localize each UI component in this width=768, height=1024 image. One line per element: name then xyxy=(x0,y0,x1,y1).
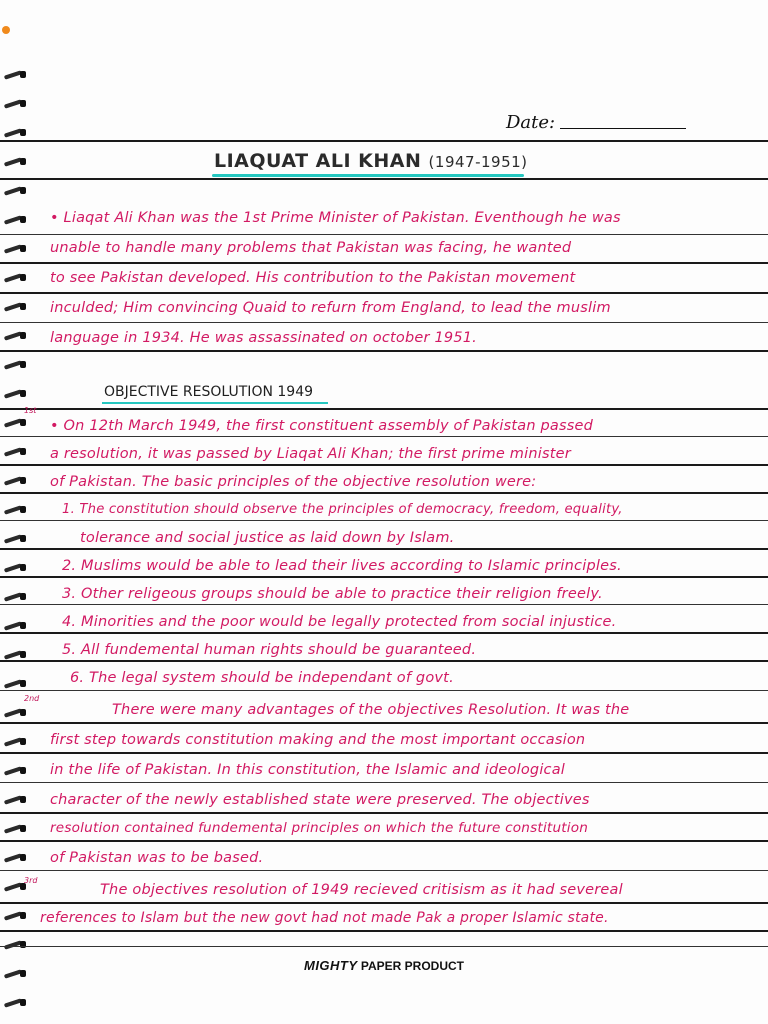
criticism-line-2: references to Islam but the new govt had not made Pak a proper Islamic state. xyxy=(40,910,609,926)
ruled-line xyxy=(0,604,768,605)
ruled-line xyxy=(0,690,768,691)
ruled-line xyxy=(0,464,768,466)
spiral-ring xyxy=(4,273,26,283)
spiral-ring xyxy=(4,534,26,544)
ruled-line xyxy=(0,492,768,494)
spiral-ring xyxy=(4,244,26,254)
spiral-ring xyxy=(4,824,26,834)
advantages-line-5: resolution contained fundemental principles on which the future constitution xyxy=(50,820,589,836)
section-heading: OBJECTIVE RESOLUTION 1949 xyxy=(104,384,314,400)
ruled-line xyxy=(0,262,768,264)
spiral-ring xyxy=(4,998,26,1008)
spiral-ring xyxy=(4,215,26,225)
principle-1-cont: tolerance and social justice as laid down by Islam. xyxy=(80,530,455,546)
ruled-line xyxy=(0,660,768,662)
advantages-line-2: first step towards constitution making and the most important occasion xyxy=(50,732,586,748)
ruled-line xyxy=(0,576,768,578)
intro-line-2: unable to handle many problems that Pakistan was facing, he wanted xyxy=(50,240,572,256)
spiral-ring xyxy=(4,447,26,457)
spiral-ring xyxy=(4,621,26,631)
ruled-line xyxy=(0,292,768,294)
advantages-line-3: in the life of Pakistan. In this constitution, the Islamic and ideological xyxy=(50,762,566,778)
advantages-line-1: There were many advantages of the objectives Resolution. It was the xyxy=(112,702,630,718)
spiral-ring xyxy=(4,940,26,950)
ruled-line xyxy=(0,178,768,180)
ruled-line xyxy=(0,548,768,550)
ruled-line xyxy=(0,632,768,634)
spiral-ring xyxy=(4,563,26,573)
ruled-line xyxy=(0,520,768,521)
date-line xyxy=(560,128,686,129)
ruled-line xyxy=(0,782,768,783)
spiral-ring xyxy=(4,650,26,660)
section-line-2: a resolution, it was passed by Liaqat Ali Khan; the first prime minister xyxy=(50,446,571,462)
title-main: LIAQUAT ALI KHAN xyxy=(214,150,422,172)
section-heading-highlight xyxy=(102,402,328,404)
title-highlight xyxy=(212,174,524,177)
footer-brand-name: MIGHTY xyxy=(303,958,358,973)
footer-brand-text: PAPER PRODUCT xyxy=(360,959,465,973)
spiral-ring xyxy=(4,853,26,863)
ruled-line xyxy=(0,722,768,724)
ruled-line xyxy=(0,840,768,842)
title-years: (1947-1951) xyxy=(428,153,528,171)
spiral-ring xyxy=(4,708,26,718)
spiral-ring xyxy=(4,389,26,399)
spiral-ring xyxy=(4,302,26,312)
ruled-line xyxy=(0,946,768,947)
spiral-ring xyxy=(4,99,26,109)
margin-note-3: 3rd xyxy=(24,876,38,885)
date-label: Date: xyxy=(506,112,556,133)
footer-brand xyxy=(0,958,768,973)
spiral-ring xyxy=(4,157,26,167)
ruled-line xyxy=(0,234,768,235)
ruled-line xyxy=(0,140,768,142)
spiral-ring xyxy=(4,679,26,689)
spiral-ring xyxy=(4,418,26,428)
ruled-line xyxy=(0,350,768,352)
section-line-1: • On 12th March 1949, the first constituent assembly of Pakistan passed xyxy=(50,418,594,434)
spiral-ring xyxy=(4,360,26,370)
principle-2: 2. Muslims would be able to lead their lives according to Islamic principles. xyxy=(62,558,622,574)
principle-4: 4. Minorities and the poor would be legally protected from social injustice. xyxy=(62,614,617,630)
ruled-line xyxy=(0,930,768,932)
spiral-ring xyxy=(4,476,26,486)
ruled-line xyxy=(0,408,768,410)
spiral-ring xyxy=(4,186,26,196)
spiral-ring xyxy=(4,592,26,602)
spiral-ring xyxy=(4,737,26,747)
ruled-line xyxy=(0,902,768,904)
principle-3: 3. Other religeous groups should be able to practice their religion freely. xyxy=(62,586,603,602)
spiral-ring xyxy=(4,766,26,776)
criticism-line-1: The objectives resolution of 1949 recieved critisism as it had severeal xyxy=(100,882,623,898)
spiral-ring xyxy=(4,505,26,515)
advantages-line-6: of Pakistan was to be based. xyxy=(50,850,264,866)
principle-5: 5. All fundemental human rights should be guaranteed. xyxy=(62,642,477,658)
ruled-line xyxy=(0,870,768,871)
principle-1: 1. The constitution should observe the principles of democracy, freedom, equality, xyxy=(62,502,623,517)
ruled-line xyxy=(0,752,768,754)
spiral-ring xyxy=(4,795,26,805)
spiral-ring xyxy=(4,331,26,341)
advantages-line-4: character of the newly established state were preserved. The objectives xyxy=(50,792,590,808)
intro-line-3: to see Pakistan developed. His contribution to the Pakistan movement xyxy=(50,270,576,286)
spiral-ring xyxy=(4,911,26,921)
page-title xyxy=(214,150,528,172)
ruled-line xyxy=(0,812,768,814)
spiral-ring xyxy=(4,882,26,892)
margin-note-1: 1st xyxy=(24,406,37,415)
margin-note-2: 2nd xyxy=(24,694,40,703)
ruled-line xyxy=(0,322,768,323)
intro-line-1: • Liaqat Ali Khan was the 1st Prime Minister of Pakistan. Eventhough he was xyxy=(50,210,621,226)
spiral-ring xyxy=(4,128,26,138)
intro-line-4: inculded; Him convincing Quaid to refurn from England, to lead the muslim xyxy=(50,300,611,316)
intro-line-5: language in 1934. He was assassinated on october 1951. xyxy=(50,330,477,346)
ruled-line xyxy=(0,436,768,437)
principle-6: 6. The legal system should be independant of govt. xyxy=(70,670,454,686)
spiral-ring xyxy=(4,70,26,80)
section-line-3: of Pakistan. The basic principles of the objective resolution were: xyxy=(50,474,537,490)
